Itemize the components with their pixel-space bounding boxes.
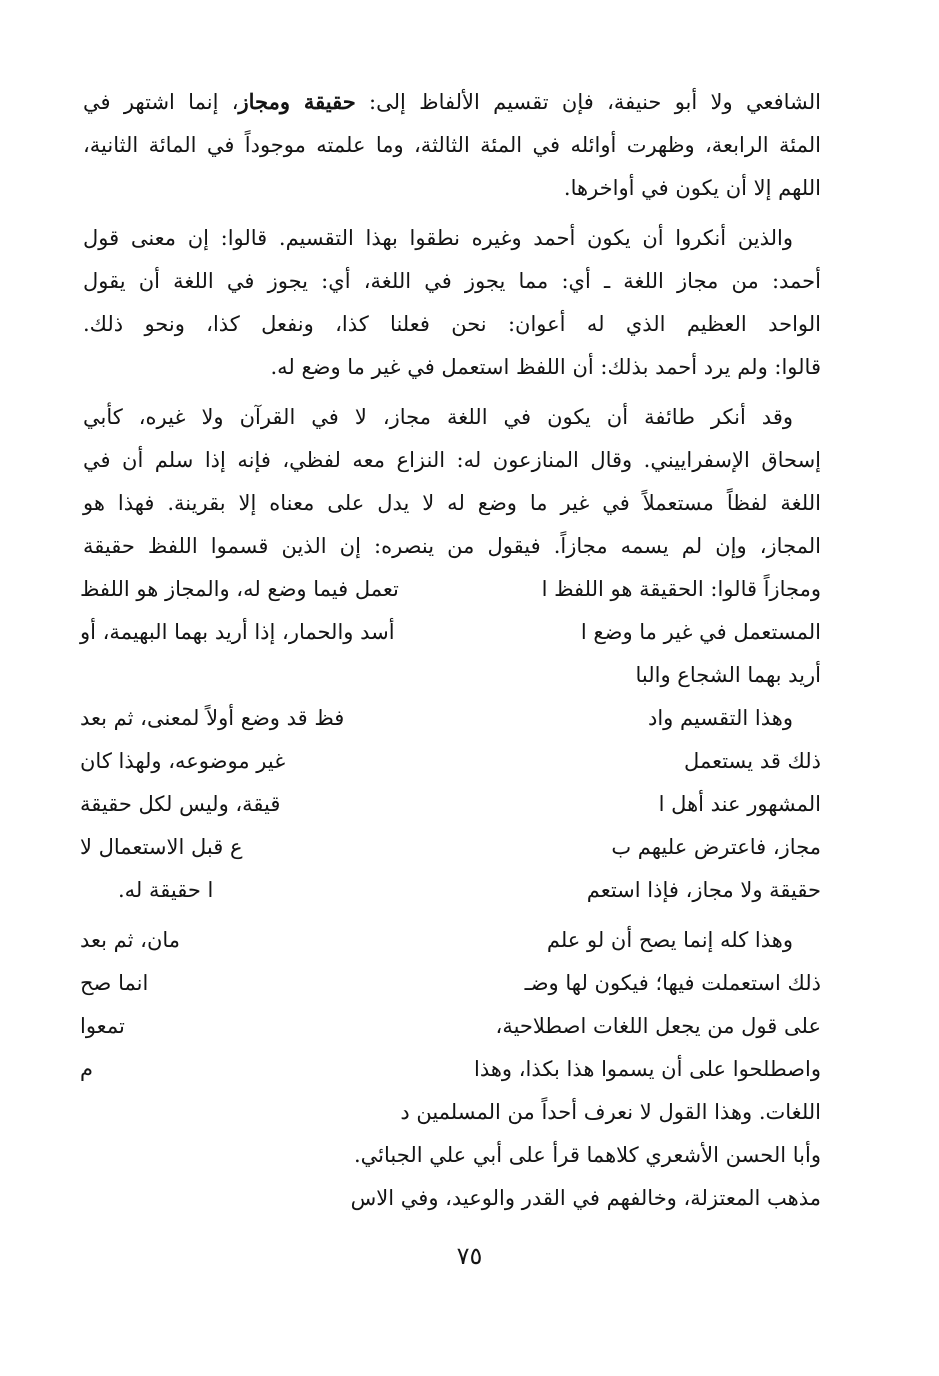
text-line: المستعمل في غير ما وضع ا xyxy=(580,620,821,644)
text-line: وقد أنكر طائفة أن يكون في اللغة مجاز، لا في القرآن ولا غيره، كأبي xyxy=(83,405,793,429)
text-line: تمعوا xyxy=(80,1014,125,1038)
text-line: وأبا الحسن الأشعري كلاهما قرأ على أبي علي الجبائي. xyxy=(354,1143,821,1167)
text-line: انما صح xyxy=(80,971,149,995)
page-number: ٧٥ xyxy=(456,1242,483,1270)
text-line: المجاز، وإن لم يسمه مجازاً. فيقول من ينصره: إن الذين قسموا اللفظ حقيقة xyxy=(83,534,821,558)
text-line-part: الشافعي ولا أبو حنيفة، فإن تقسيم الألفاظ إلى: xyxy=(355,90,821,114)
text-line: والذين أنكروا أن يكون أحمد وغيره نطقوا بهذا التقسيم. قالوا: إن معنى قول xyxy=(83,226,793,250)
text-line: اللهم إلا أن يكون في أواخرها. xyxy=(563,176,821,200)
text-line xyxy=(83,82,821,122)
text-line: أسد والحمار، إذا أريد بهما البهيمة، أو xyxy=(80,620,395,644)
text-line: وهذا التقسيم واد xyxy=(648,706,793,730)
text-line: المشهور عند أهل ا xyxy=(658,792,821,816)
text-line: ذلك قد يستعمل xyxy=(684,749,821,773)
bold-term: حقيقة ومجاز xyxy=(238,89,356,114)
text-line: حقيقة ولا مجاز، فإذا استعم xyxy=(586,878,821,902)
text-line: اللغة لفظاً مستعملاً في غير ما وضع له لا يدل على معناه إلا بقرينة. فهذا هو xyxy=(83,491,821,515)
text-line: اللغات. وهذا القول لا نعرف أحداً من المسلمين د xyxy=(400,1100,821,1124)
text-line-part: ، إنما اشتهر في xyxy=(83,90,239,114)
text-line: مجاز، فاعترض عليهم ب xyxy=(611,835,821,859)
text-line: ومجازاً قالوا: الحقيقة هو اللفظ ا xyxy=(541,577,821,601)
text-line: مذهب المعتزلة، وخالفهم في القدر والوعيد، وفي الاس xyxy=(350,1186,821,1210)
text-line: أحمد: من مجاز اللغة ـ أي: مما يجوز في اللغة، أي: يجوز في اللغة أن يقول xyxy=(83,269,821,293)
text-line: م xyxy=(80,1057,94,1081)
text-line: ا حقيقة له. xyxy=(118,878,214,902)
text-line: تعمل فيما وضع له، والمجاز هو اللفظ xyxy=(80,577,399,601)
text-line: واصطلحوا على أن يسموا هذا بكذا، وهذا xyxy=(473,1057,821,1081)
text-line: المئة الرابعة، وظهرت أوائله في المئة الثالثة، وما علمته موجوداً في المائة الثانية، xyxy=(83,133,821,157)
text-line: قيقة، وليس لكل حقيقة xyxy=(80,792,281,816)
text-line: وهذا كله إنما يصح أن لو علم xyxy=(546,928,793,952)
text-line: الواحد العظيم الذي له أعوان: نحن فعلنا كذا، ونفعل كذا، ونحو ذلك. xyxy=(83,312,821,336)
text-line: غير موضوعه، ولهذا كان xyxy=(80,749,286,773)
text-line: فظ قد وضع أولاً لمعنى، ثم بعد xyxy=(80,706,345,730)
text-line: أريد بهما الشجاع والبا xyxy=(635,663,821,687)
text-line: قالوا: ولم يرد أحمد بذلك: أن اللفظ استعمل في غير ما وضع له. xyxy=(270,355,821,379)
text-line: على قول من يجعل اللغات اصطلاحية، xyxy=(495,1014,821,1038)
text-line: ذلك استعملت فيها؛ فيكون لها وضـ xyxy=(524,971,821,995)
text-line: إسحاق الإسفراييني. وقال المنازعون له: النزاع معه لفظي، فإنه إذا سلم أن في xyxy=(83,448,821,472)
text-line: مان، ثم بعد xyxy=(80,928,181,952)
text-line: ع قبل الاستعمال لا xyxy=(80,835,243,859)
